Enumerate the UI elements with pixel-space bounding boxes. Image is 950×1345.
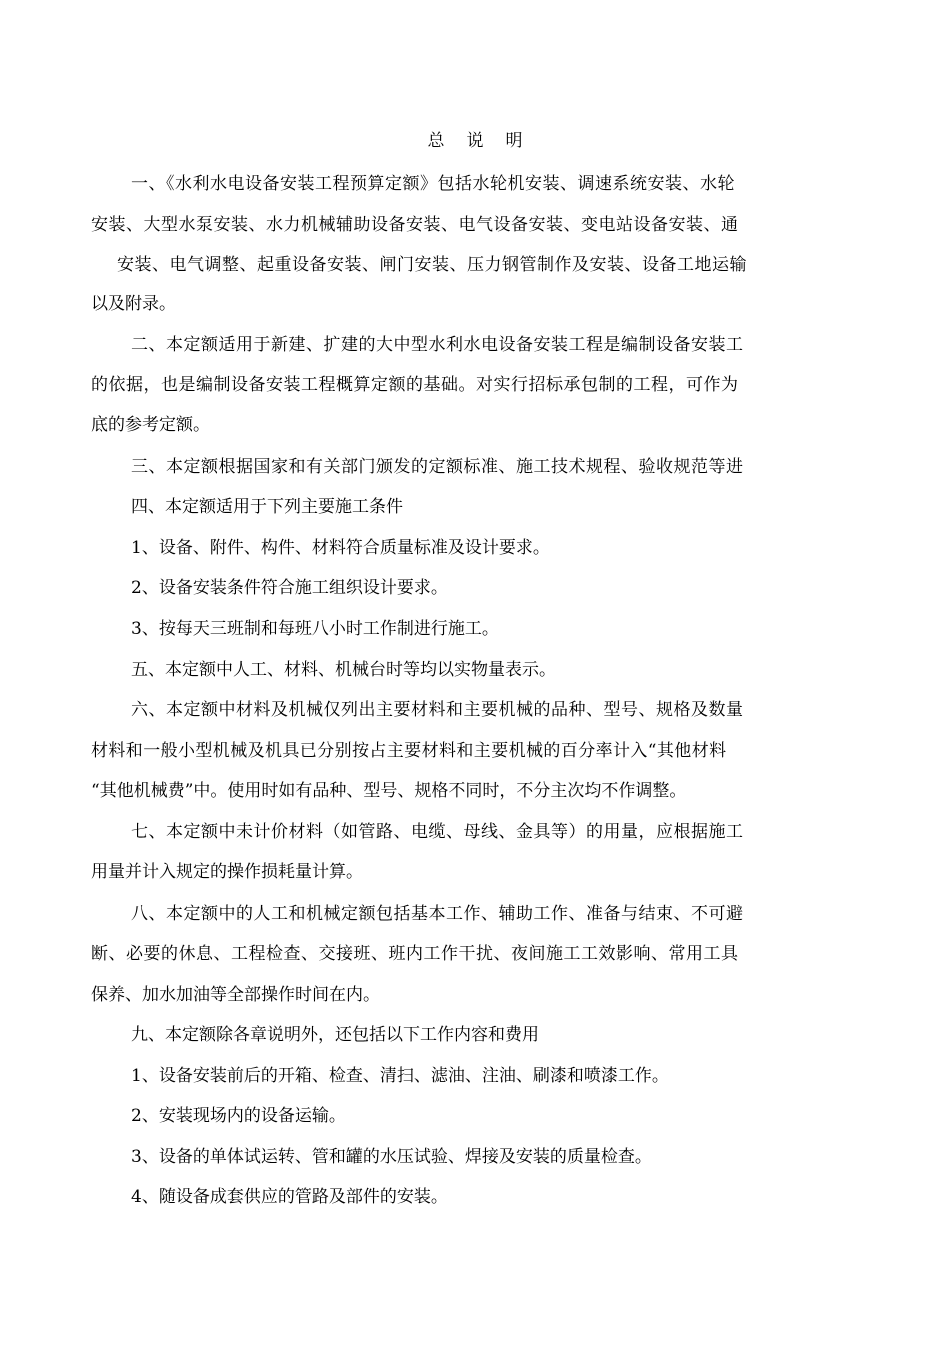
paragraph-line: 四、本定额适用于下列主要施工条件 [131,497,403,517]
paragraph-line: 材料和一般小型机械及机具已分别按占主要材料和主要机械的百分率计入“其他材料 [91,741,727,761]
paragraph-line: 三、本定额根据国家和有关部门颁发的定额标准、施工技术规程、验收规范等进 [131,457,744,477]
paragraph-line: 底的参考定额。 [91,415,210,435]
paragraph-line: 用量并计入规定的操作损耗量计算。 [91,862,363,882]
paragraph-line: 六、本定额中材料及机械仅列出主要材料和主要机械的品种、型号、规格及数量 [131,700,744,720]
paragraph-line: 断、必要的休息、工程检查、交接班、班内工作干扰、夜间施工工效影响、常用工具 [91,944,739,964]
paragraph-line: “其他机械费”中。使用时如有品种、型号、规格不同时，不分主次均不作调整。 [91,781,687,801]
paragraph-line: 1、设备、附件、构件、材料符合质量标准及设计要求。 [131,538,550,558]
paragraph-line: 的依据，也是编制设备安装工程概算定额的基础。对实行招标承包制的工程，可作为 [91,375,739,395]
paragraph-line: 2、安装现场内的设备运输。 [131,1106,346,1126]
paragraph-line: 八、本定额中的人工和机械定额包括基本工作、辅助工作、准备与结束、不可避 [131,904,744,924]
paragraph-line: 3、按每天三班制和每班八小时工作制进行施工。 [131,619,499,639]
page-title: 总说明 [427,131,545,151]
paragraph-line: 七、本定额中未计价材料（如管路、电缆、母线、金具等）的用量，应根据施工 [131,822,744,842]
paragraph-line: 一、《水利水电设备安装工程预算定额》包括水轮机安装、调速系统安装、水轮 [131,174,735,194]
paragraph-line: 安装、电气调整、起重设备安装、闸门安装、压力钢管制作及安装、设备工地运输 [117,255,747,275]
paragraph-line: 保养、加水加油等全部操作时间在内。 [91,985,380,1005]
paragraph-line: 3、设备的单体试运转、管和罐的水压试验、焊接及安装的质量检查。 [131,1147,652,1167]
paragraph-line: 安装、大型水泵安装、水力机械辅助设备安装、电气设备安装、变电站设备安装、通 [91,215,739,235]
paragraph-line: 4、随设备成套供应的管路及部件的安装。 [131,1187,448,1207]
paragraph-line: 2、设备安装条件符合施工组织设计要求。 [131,578,448,598]
paragraph-line: 九、本定额除各章说明外，还包括以下工作内容和费用 [131,1025,539,1045]
paragraph-line: 以及附录。 [91,294,176,314]
paragraph-line: 1、设备安装前后的开箱、检查、清扫、滤油、注油、刷漆和喷漆工作。 [131,1066,669,1086]
paragraph-line: 五、本定额中人工、材料、机械台时等均以实物量表示。 [131,660,556,680]
paragraph-line: 二、本定额适用于新建、扩建的大中型水利水电设备安装工程是编制设备安装工 [131,335,744,355]
